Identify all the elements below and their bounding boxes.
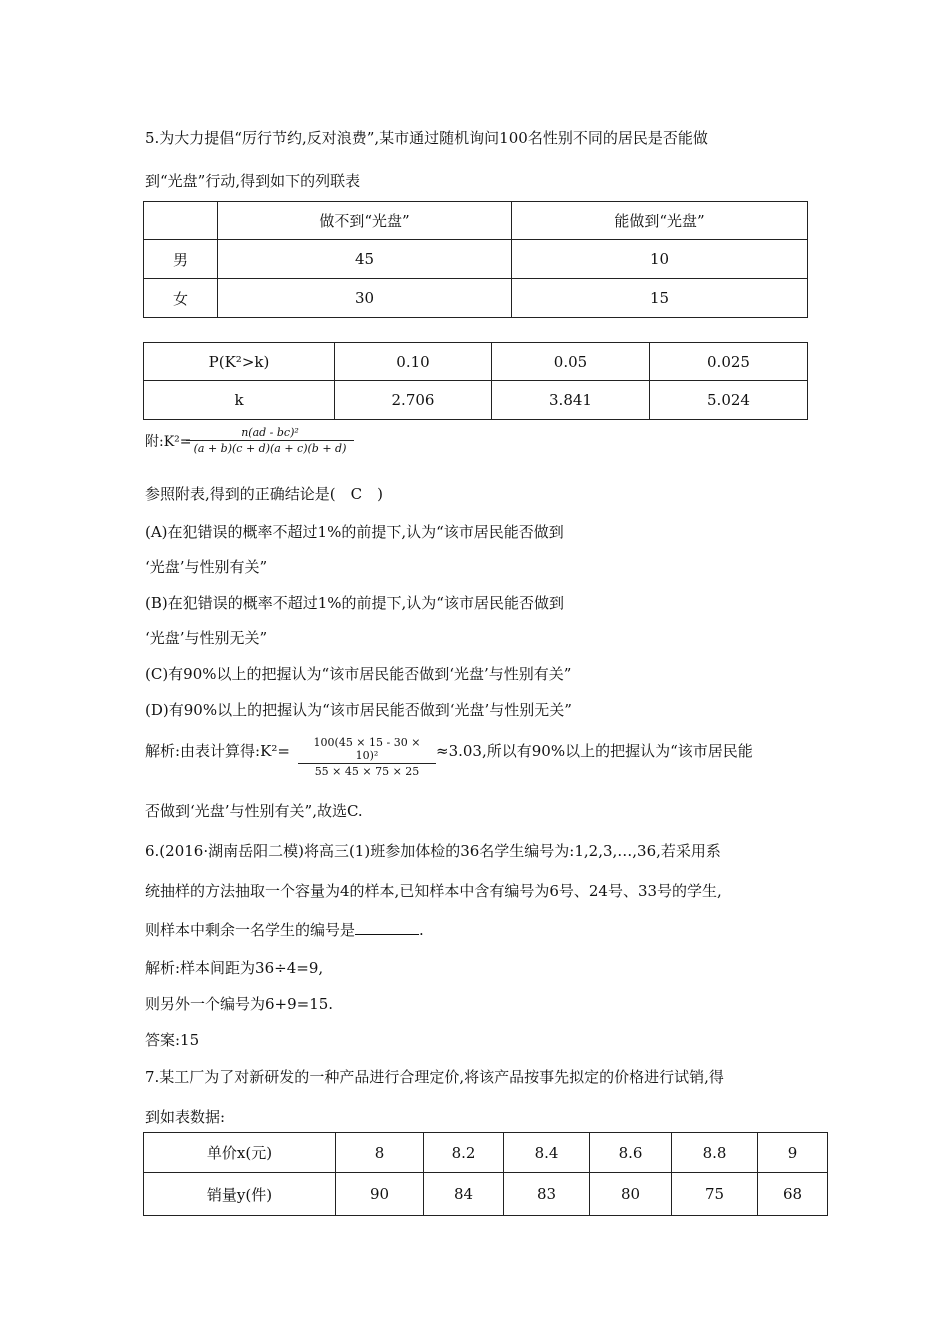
- table-cell: 销量y(件): [144, 1173, 336, 1216]
- table-cell: 0.025: [650, 343, 808, 381]
- formula-denominator: (a + b)(c + d)(a + c)(b + d): [193, 442, 347, 455]
- table-cell: 15: [512, 279, 808, 318]
- table-header: 做不到“光盘”: [218, 202, 512, 240]
- q6-line3-text: 则样本中剩余一名学生的编号是: [145, 921, 356, 939]
- table-cell: 3.841: [492, 381, 650, 420]
- answer-blank: [355, 920, 419, 935]
- table-cell: 单价x(元): [144, 1133, 336, 1173]
- table-header: 能做到“光盘”: [512, 202, 808, 240]
- q7-line2: 到如表数据:: [145, 1108, 226, 1126]
- table-cell: 90: [336, 1173, 424, 1216]
- table-cell: 80: [590, 1173, 672, 1216]
- q7-line1: 7.某工厂为了对新研发的一种产品进行合理定价,将该产品按事先拟定的价格进行试销,得: [145, 1068, 724, 1086]
- table-cell: P(K²>k): [144, 343, 335, 381]
- option-b-line2: ‘光盘’与性别无关”: [145, 629, 268, 647]
- q5-line1: 5.为大力提倡“厉行节约,反对浪费”,某市通过随机询问100名性别不同的居民是否能做: [145, 129, 708, 147]
- q5-solution-prefix: 解析:由表计算得:K²=: [145, 742, 290, 760]
- table-cell: 8: [336, 1133, 424, 1173]
- table-cell: 8.8: [672, 1133, 758, 1173]
- table-cell: 8.2: [424, 1133, 504, 1173]
- table-cell: 2.706: [335, 381, 492, 420]
- table-cell: 45: [218, 240, 512, 279]
- option-c: (C)有90%以上的把握认为“该市居民能否做到‘光盘’与性别有关”: [145, 665, 572, 683]
- table-cell: 10: [512, 240, 808, 279]
- q6-solution-line1: 解析:样本间距为36÷4=9,: [145, 959, 324, 977]
- k2-formula: [186, 426, 354, 455]
- option-b-line1: (B)在犯错误的概率不超过1%的前提下,认为“该市居民能否做到: [145, 594, 564, 612]
- q6-answer: 答案:15: [145, 1031, 200, 1049]
- table-cell: 83: [504, 1173, 590, 1216]
- formula-label: 附:K²=: [145, 434, 192, 450]
- table-cell: 68: [758, 1173, 828, 1216]
- solution-denominator: 55 × 45 × 75 × 25: [314, 765, 420, 778]
- q5-solution-line2: 否做到‘光盘’与性别有关”,故选C.: [145, 802, 363, 820]
- table-cell: 9: [758, 1133, 828, 1173]
- q5-question: 参照附表,得到的正确结论是( C ): [145, 485, 383, 503]
- table-cell: [144, 202, 218, 240]
- table-cell: 0.10: [335, 343, 492, 381]
- contingency-table: [143, 201, 808, 318]
- table-cell: 8.6: [590, 1133, 672, 1173]
- table-cell: k: [144, 381, 335, 420]
- table-cell: 84: [424, 1173, 504, 1216]
- table-cell: 女: [144, 279, 218, 318]
- table-cell: 75: [672, 1173, 758, 1216]
- table-cell: 5.024: [650, 381, 808, 420]
- solution-formula: [298, 736, 436, 778]
- q6-line3: [145, 919, 424, 940]
- table-cell: 0.05: [492, 343, 650, 381]
- q6-line1: 6.(2016·湖南岳阳二模)将高三(1)班参加体检的36名学生编号为:1,2,3,…,36,若采用系: [145, 842, 721, 860]
- option-a-line1: (A)在犯错误的概率不超过1%的前提下,认为“该市居民能否做到: [145, 523, 564, 541]
- table-cell: 30: [218, 279, 512, 318]
- q6-line2: 统抽样的方法抽取一个容量为4的样本,已知样本中含有编号为6号、24号、33号的学生,: [145, 882, 722, 900]
- q6-solution-line2: 则另外一个编号为6+9=15.: [145, 995, 334, 1013]
- q5-solution-suffix: ≈3.03,所以有90%以上的把握认为“该市居民能: [436, 742, 753, 760]
- q5-line2: 到“光盘”行动,得到如下的列联表: [145, 172, 361, 190]
- solution-numerator: 100(45 × 15 - 30 × 10)²: [298, 736, 436, 764]
- option-d: (D)有90%以上的把握认为“该市居民能否做到‘光盘’与性别无关”: [145, 701, 572, 719]
- table-cell: 8.4: [504, 1133, 590, 1173]
- price-sales-table: [143, 1132, 828, 1216]
- table-cell: 男: [144, 240, 218, 279]
- formula-numerator: n(ad - bc)²: [186, 426, 354, 441]
- critical-value-table: [143, 342, 808, 420]
- q6-line3-end: .: [419, 921, 424, 939]
- option-a-line2: ‘光盘’与性别有关”: [145, 558, 268, 576]
